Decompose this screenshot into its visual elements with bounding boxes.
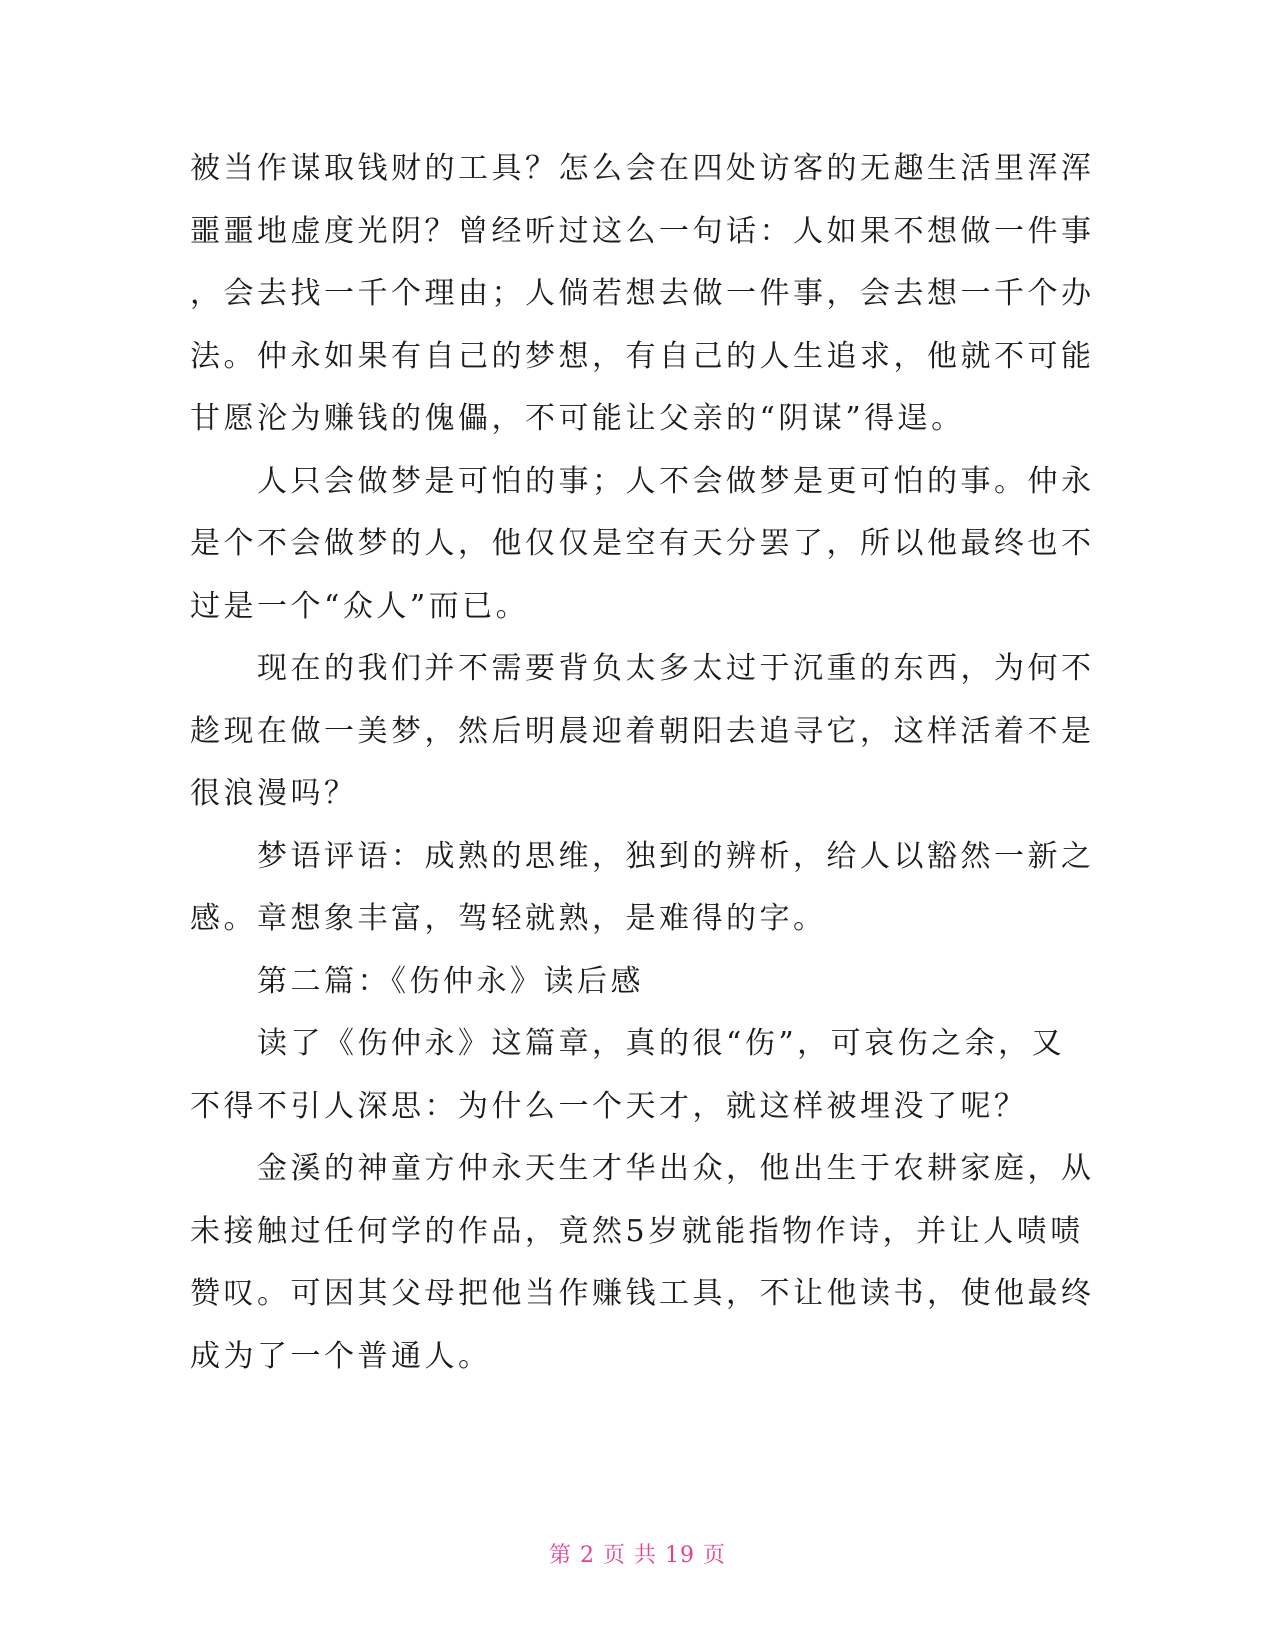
text-line: 很浪漫吗？ (190, 776, 358, 811)
text-line: 金溪的神童方仲永天生才华出众，他出生于农耕家庭，从 (190, 1151, 1095, 1186)
body-text (190, 138, 1095, 1388)
text-line: 被当作谋取钱财的工具？怎么会在四处访客的无趣生活里浑浑 (190, 151, 1095, 186)
text-line: ，会去找一千个理由；人倘若想去做一件事，会去想一千个办 (190, 276, 1095, 311)
text-line: 未接触过任何学的作品，竟然5岁就能指物作诗，并让人啧啧 (190, 1213, 1084, 1249)
page-number-footer: 第 2 页 共 19 页 (549, 1543, 726, 1568)
text-line: 是个不会做梦的人，他仅仅是空有天分罢了，所以他最终也不 (190, 526, 1095, 561)
text-line: 趁现在做一美梦，然后明晨迎着朝阳去追寻它，这样活着不是 (190, 713, 1095, 749)
section-heading: 第二篇：《伤仲永》读后感 (190, 963, 644, 999)
text-line: 现在的我们并不需要背负太多太过于沉重的东西，为何不 (190, 651, 1095, 686)
text-line: 梦语评语：成熟的思维，独到的辨析，给人以豁然一新之 (190, 838, 1095, 874)
text-line: 感。章想象丰富，驾轻就熟，是难得的字。 (190, 901, 827, 936)
text-line: 甘愿沦为赚钱的傀儡，不可能让父亲的“阴谋”得逞。 (190, 401, 965, 436)
text-line: 噩噩地虚度光阴？曾经听过这么一句话：人如果不想做一件事 (190, 213, 1095, 249)
text-line: 过是一个“众人”而已。 (190, 588, 530, 624)
text-line: 成为了一个普通人。 (190, 1338, 492, 1374)
text-line: 赞叹。可因其父母把他当作赚钱工具，不让他读书，使他最终 (190, 1276, 1095, 1311)
text-line: 不得不引人深思：为什么一个天才，就这样被埋没了呢？ (190, 1088, 1028, 1124)
text-line: 人只会做梦是可怕的事；人不会做梦是更可怕的事。仲永 (190, 463, 1095, 499)
text-line: 法。仲永如果有自己的梦想，有自己的人生追求，他就不可能 (190, 338, 1095, 374)
text-line: 读了《伤仲永》这篇章，真的很“伤”，可哀伤之余，又 (190, 1026, 1066, 1061)
